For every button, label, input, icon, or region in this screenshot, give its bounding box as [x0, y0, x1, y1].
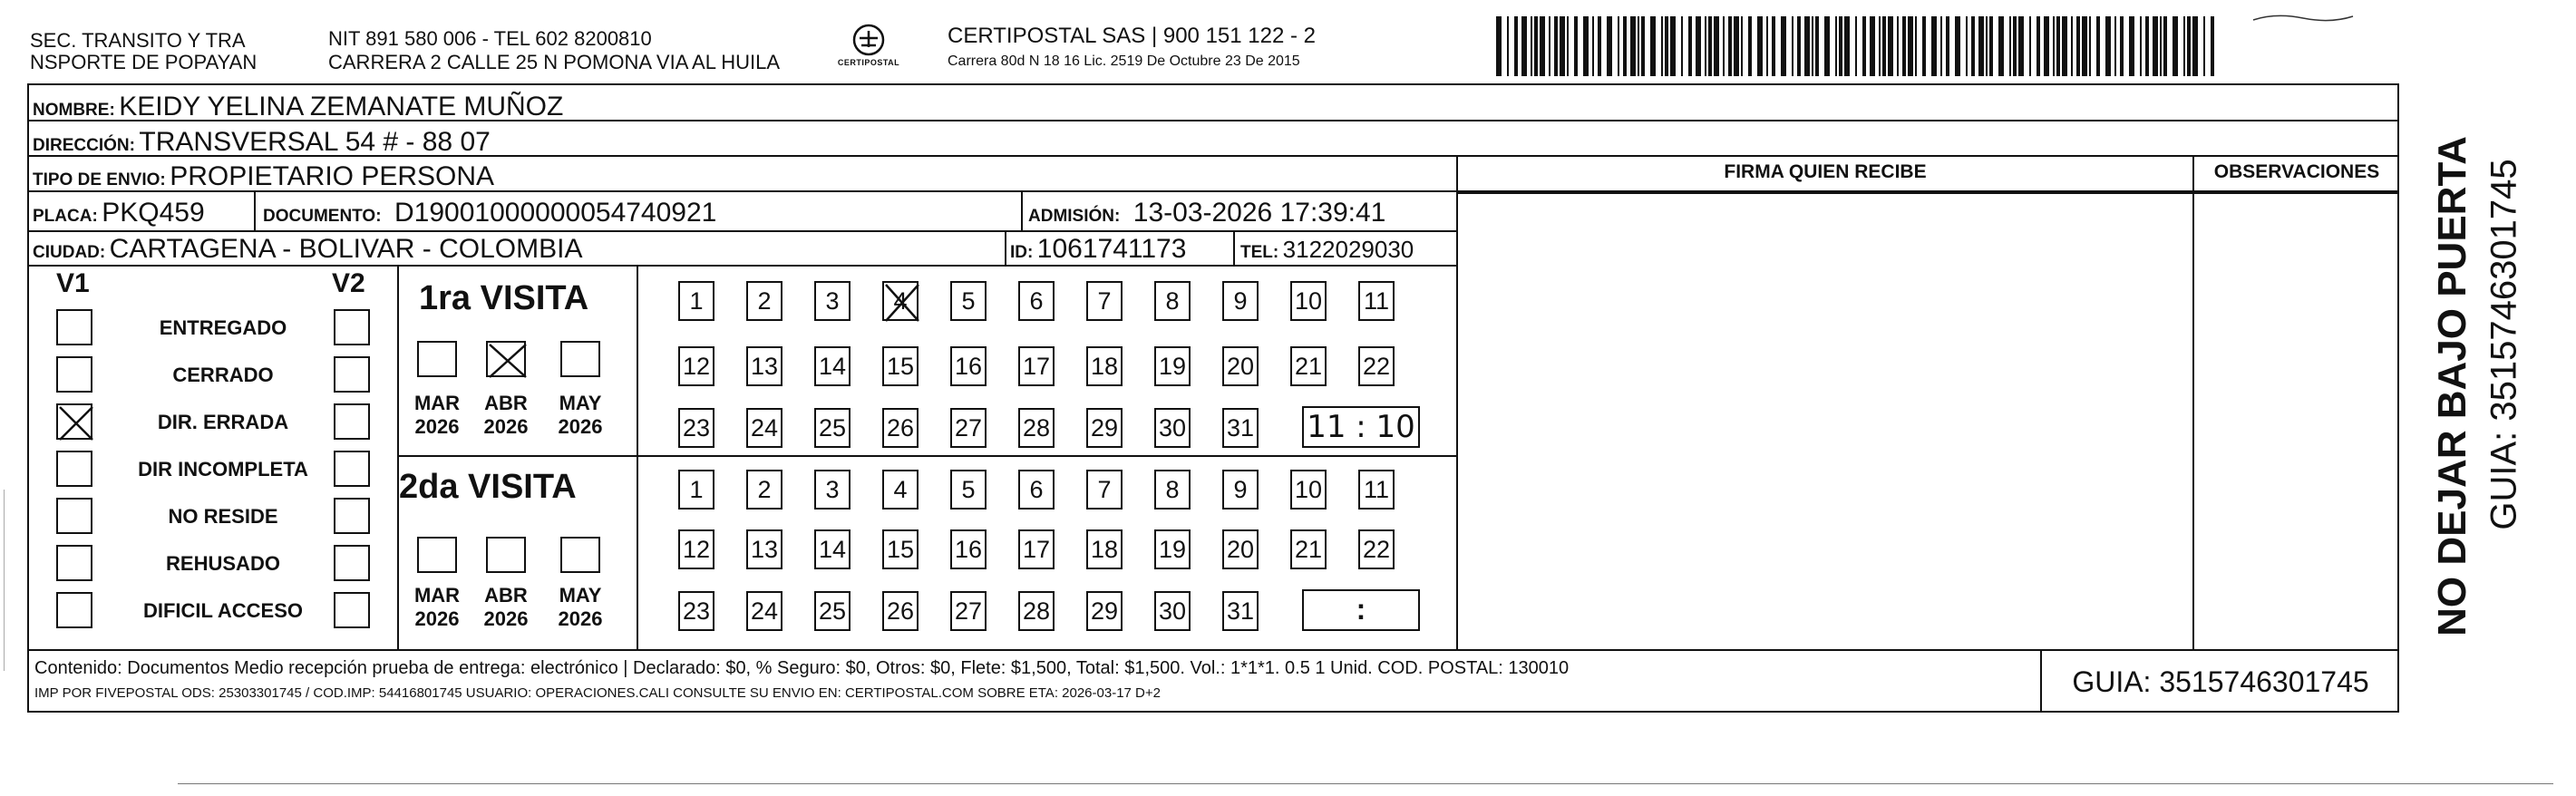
- barcode-bar: [2071, 16, 2073, 76]
- reason-label: NO RESIDE: [168, 505, 278, 528]
- barcode-bar: [1812, 16, 1813, 76]
- documento-label: DOCUMENTO:: [263, 207, 382, 226]
- barcode-bar: [2076, 16, 2080, 76]
- barcode-bar: [1940, 16, 1942, 76]
- barcode-bar: [2140, 16, 2142, 76]
- barcode-bar: [1978, 16, 1984, 76]
- month-label: ABR 2026: [483, 392, 529, 438]
- placa-label: PLACA:: [33, 207, 98, 226]
- day-box[interactable]: 10: [1290, 470, 1327, 510]
- day-box[interactable]: 15: [882, 529, 919, 569]
- company-line-2: Carrera 80d N 18 16 Lic. 2519 De Octubre 23 De 2015: [948, 53, 1300, 69]
- barcode: [1496, 16, 2221, 76]
- admision-field: [1028, 198, 1385, 228]
- second-visit-title: 2da VISITA: [399, 468, 577, 506]
- v1-label: V1: [56, 268, 90, 298]
- barcode-bar: [2192, 16, 2198, 76]
- barcode-bar: [1908, 16, 1913, 76]
- day-box[interactable]: 13: [746, 529, 783, 569]
- x-mark-icon: [882, 281, 922, 325]
- barcode-bar: [1723, 16, 1725, 76]
- barcode-bar: [2120, 16, 2124, 76]
- day-box[interactable]: 25: [814, 408, 851, 448]
- barcode-bar: [1915, 16, 1917, 76]
- day-box[interactable]: 4: [882, 281, 919, 321]
- direccion-field: [33, 127, 491, 158]
- v1-checkbox[interactable]: [56, 592, 92, 628]
- barcode-bar: [1630, 16, 1636, 76]
- barcode-bar: [1902, 16, 1906, 76]
- barcode-bar: [1772, 16, 1775, 76]
- tel-field: [1240, 236, 1414, 264]
- barcode-bar: [1989, 16, 1993, 76]
- day-box[interactable]: 30: [1154, 408, 1191, 448]
- barcode-bar: [1688, 16, 1692, 76]
- day-box[interactable]: 2: [746, 470, 783, 510]
- day-box[interactable]: 13: [746, 346, 783, 386]
- day-box[interactable]: 18: [1086, 346, 1123, 386]
- barcode-bar: [1549, 16, 1550, 76]
- barcode-bar: [1844, 16, 1850, 76]
- barcode-bar: [2013, 16, 2017, 76]
- barcode-bar: [2114, 16, 2116, 76]
- v2-label: V2: [332, 268, 365, 298]
- day-box[interactable]: 19: [1154, 529, 1191, 569]
- v2-checkbox[interactable]: [334, 592, 370, 628]
- reason-label: CERRADO: [172, 364, 274, 386]
- barcode-bar: [2183, 16, 2185, 76]
- day-box[interactable]: 9: [1222, 470, 1259, 510]
- barcode-bar: [1661, 16, 1663, 76]
- documento-value: D19001000000054740921: [394, 198, 717, 228]
- direccion-value: TRANSVERSAL 54 # - 88 07: [139, 127, 491, 157]
- v2-checkbox[interactable]: [334, 451, 370, 487]
- first-visit-title: 1ra VISITA: [419, 279, 589, 317]
- sender-line-2: NSPORTE DE POPAYAN: [30, 51, 258, 73]
- x-mark-icon: [56, 403, 96, 443]
- month-checkbox[interactable]: [417, 537, 457, 573]
- ciudad-value: CARTAGENA - BOLIVAR - COLOMBIA: [109, 234, 583, 264]
- admision-value: 13-03-2026 17:39:41: [1132, 198, 1386, 228]
- barcode-bar: [1514, 16, 1518, 76]
- day-box[interactable]: 21: [1290, 529, 1327, 569]
- barcode-bar: [1757, 16, 1763, 76]
- barcode-bar: [1554, 16, 1558, 76]
- day-box[interactable]: 23: [678, 591, 714, 631]
- barcode-bar: [1815, 16, 1819, 76]
- id-label: ID:: [1010, 243, 1034, 262]
- id-value: 1061741173: [1036, 234, 1187, 264]
- barcode-bar: [1650, 16, 1656, 76]
- barcode-bar: [2096, 16, 2100, 76]
- barcode-bar: [1741, 16, 1743, 76]
- barcode-bar: [2036, 16, 2040, 76]
- barcode-bar: [1641, 16, 1645, 76]
- barcode-bar: [1998, 16, 2004, 76]
- barcode-bar: [1922, 16, 1926, 76]
- day-box[interactable]: 3: [814, 281, 851, 321]
- barcode-bar: [2163, 16, 2167, 76]
- barcode-bar: [1931, 16, 1937, 76]
- day-box[interactable]: 16: [950, 529, 987, 569]
- barcode-bar: [1855, 16, 1857, 76]
- barcode-bar: [1496, 16, 1502, 76]
- barcode-bar: [1696, 16, 1701, 76]
- day-box[interactable]: 24: [746, 591, 783, 631]
- barcode-bar: [2160, 16, 2162, 76]
- barcode-bar: [1792, 16, 1793, 76]
- month-checkbox[interactable]: [560, 537, 600, 573]
- first-visit-time[interactable]: 11 : 10: [1302, 406, 1420, 448]
- direccion-label: DIRECCIÓN:: [33, 136, 135, 155]
- day-box[interactable]: 12: [678, 529, 714, 569]
- barcode-bar: [2211, 16, 2214, 76]
- day-box[interactable]: 14: [814, 346, 851, 386]
- month-label: MAR 2026: [413, 584, 461, 630]
- nombre-label: NOMBRE:: [33, 101, 115, 120]
- v2-checkbox[interactable]: [334, 403, 370, 440]
- month-checkbox[interactable]: [486, 341, 526, 377]
- month-label: MAY 2026: [558, 584, 603, 630]
- day-box[interactable]: 22: [1358, 346, 1395, 386]
- barcode-bar: [2105, 16, 2111, 76]
- day-box[interactable]: 28: [1018, 591, 1055, 631]
- day-box[interactable]: 4: [882, 470, 919, 510]
- reason-label: REHUSADO: [166, 552, 280, 575]
- day-box[interactable]: 17: [1018, 529, 1055, 569]
- month-label: MAR 2026: [413, 392, 461, 438]
- day-box[interactable]: 20: [1222, 346, 1259, 386]
- month-checkbox[interactable]: [417, 341, 457, 377]
- barcode-bar: [2056, 16, 2060, 76]
- tipo-envio-label: TIPO DE ENVIO:: [33, 170, 166, 189]
- day-box[interactable]: 22: [1358, 529, 1395, 569]
- day-box[interactable]: 8: [1154, 281, 1191, 321]
- day-box[interactable]: 27: [950, 408, 987, 448]
- second-visit-time[interactable]: :: [1302, 589, 1420, 631]
- barcode-bar: [1540, 16, 1545, 76]
- day-box[interactable]: 24: [746, 408, 783, 448]
- signature-area[interactable]: [1460, 194, 2191, 647]
- day-box[interactable]: 2: [746, 281, 783, 321]
- barcode-bar: [1638, 16, 1639, 76]
- reason-label: DIFICIL ACCESO: [142, 599, 303, 622]
- guia-box: GUIA: 3515746301745: [2072, 665, 2369, 698]
- barcode-bar: [1521, 16, 1527, 76]
- day-box[interactable]: 6: [1018, 281, 1055, 321]
- day-box[interactable]: 28: [1018, 408, 1055, 448]
- barcode-bar: [1567, 16, 1569, 76]
- day-box[interactable]: 11: [1358, 470, 1395, 510]
- certipostal-logo: [832, 22, 905, 76]
- barcode-bar: [1955, 16, 1960, 76]
- barcode-bar: [1971, 16, 1975, 76]
- ciudad-label: CIUDAD:: [33, 243, 106, 262]
- barcode-bar: [1560, 16, 1565, 76]
- month-label: ABR 2026: [483, 584, 529, 630]
- barcode-bar: [1862, 16, 1866, 76]
- day-box[interactable]: 3: [814, 470, 851, 510]
- barcode-bar: [2018, 16, 2024, 76]
- day-box[interactable]: 9: [1222, 281, 1259, 321]
- month-checkbox[interactable]: [560, 341, 600, 377]
- x-mark-icon: [486, 341, 530, 381]
- company-line-1: CERTIPOSTAL SAS | 900 151 122 - 2: [948, 24, 1316, 48]
- tipo-envio-field: [33, 161, 494, 192]
- day-box[interactable]: 23: [678, 408, 714, 448]
- barcode-bar: [1824, 16, 1830, 76]
- admision-label: ADMISIÓN:: [1028, 207, 1121, 226]
- day-box[interactable]: 19: [1154, 346, 1191, 386]
- barcode-bar: [1766, 16, 1768, 76]
- barcode-bar: [1797, 16, 1801, 76]
- barcode-bar: [1879, 16, 1881, 76]
- day-box[interactable]: 30: [1154, 591, 1191, 631]
- v1-checkbox[interactable]: [56, 451, 92, 487]
- day-box[interactable]: 31: [1222, 591, 1259, 631]
- v2-checkbox[interactable]: [334, 545, 370, 581]
- nit-line-1: NIT 891 580 006 - TEL 602 8200810: [328, 27, 652, 50]
- barcode-bar: [1839, 16, 1842, 76]
- tipo-envio-value: PROPIETARIO PERSONA: [170, 161, 495, 191]
- placa-field: [33, 198, 205, 228]
- barcode-bar: [1705, 16, 1706, 76]
- barcode-bar: [1670, 16, 1676, 76]
- barcode-bar: [1574, 16, 1578, 76]
- documento-field: [263, 198, 716, 228]
- day-box[interactable]: 26: [882, 408, 919, 448]
- barcode-bar: [1592, 16, 1594, 76]
- sender-line-1: SEC. TRANSITO Y TRA: [30, 29, 246, 52]
- barcode-bar: [1531, 16, 1532, 76]
- day-box[interactable]: 1: [678, 470, 714, 510]
- id-field: [1010, 234, 1186, 265]
- day-box[interactable]: 16: [950, 346, 987, 386]
- side-guia: GUIA: 3515746301745: [2484, 159, 2524, 530]
- barcode-bar: [1534, 16, 1538, 76]
- day-box[interactable]: 7: [1086, 470, 1123, 510]
- barcode-bar: [2009, 16, 2011, 76]
- day-box[interactable]: 5: [950, 470, 987, 510]
- footer-line-1: Contenido: Documentos Medio recepción prueba de entrega: electrónico | Declarado: $0, % Seguro: $0, Otros: $0, Flete: $1,500, Total: $1,500. Vol.: 1*1*1. 0.5 1 Unid. COD. POSTAL: 130010: [34, 658, 1570, 678]
- month-label: MAY 2026: [558, 392, 603, 438]
- day-box[interactable]: 27: [950, 591, 987, 631]
- v1-checkbox[interactable]: [56, 498, 92, 534]
- day-box[interactable]: 20: [1222, 529, 1259, 569]
- reason-label: ENTREGADO: [159, 316, 287, 339]
- barcode-bar: [2029, 16, 2031, 76]
- placa-value: PKQ459: [102, 198, 205, 228]
- day-box[interactable]: 8: [1154, 470, 1191, 510]
- barcode-bar: [2145, 16, 2149, 76]
- tel-label: TEL:: [1240, 243, 1279, 262]
- ciudad-field: [33, 234, 582, 265]
- v2-checkbox[interactable]: [334, 309, 370, 345]
- scan-marks: [2249, 9, 2357, 27]
- day-box[interactable]: 29: [1086, 591, 1123, 631]
- barcode-bar: [1665, 16, 1668, 76]
- nombre-value: KEIDY YELINA ZEMANATE MUÑOZ: [119, 92, 564, 121]
- v2-checkbox[interactable]: [334, 356, 370, 393]
- day-box[interactable]: 7: [1086, 281, 1123, 321]
- v1-checkbox[interactable]: [56, 545, 92, 581]
- day-box[interactable]: 29: [1086, 408, 1123, 448]
- barcode-bar: [1598, 16, 1601, 76]
- barcode-bar: [2053, 16, 2055, 76]
- barcode-bar: [1618, 16, 1619, 76]
- day-box[interactable]: 15: [882, 346, 919, 386]
- barcode-bar: [1897, 16, 1899, 76]
- day-box[interactable]: 1: [678, 281, 714, 321]
- barcode-bar: [2089, 16, 2091, 76]
- barcode-bar: [2129, 16, 2134, 76]
- barcode-bar: [1986, 16, 1988, 76]
- v1-checkbox[interactable]: [56, 356, 92, 393]
- day-box[interactable]: 11: [1358, 281, 1395, 321]
- observaciones-label: OBSERVACIONES: [2213, 161, 2380, 182]
- day-box[interactable]: 18: [1086, 529, 1123, 569]
- tel-value: 3122029030: [1282, 236, 1414, 263]
- day-box[interactable]: 6: [1018, 470, 1055, 510]
- nombre-field: [33, 92, 563, 122]
- barcode-bar: [1882, 16, 1886, 76]
- barcode-bar: [2153, 16, 2158, 76]
- barcode-bar: [1734, 16, 1739, 76]
- barcode-bar: [1583, 16, 1589, 76]
- day-box[interactable]: 10: [1290, 281, 1327, 321]
- day-box[interactable]: 31: [1222, 408, 1259, 448]
- nit-line-2: CARRERA 2 CALLE 25 N POMONA VIA AL HUILA: [328, 51, 781, 73]
- reason-label: DIR INCOMPLETA: [138, 458, 308, 481]
- barcode-bar: [1966, 16, 1968, 76]
- barcode-bar: [1781, 16, 1786, 76]
- day-box[interactable]: 12: [678, 346, 714, 386]
- month-checkbox[interactable]: [486, 537, 526, 573]
- barcode-bar: [2203, 16, 2205, 76]
- logo-text: CERTIPOSTAL: [837, 58, 900, 67]
- barcode-bar: [1870, 16, 1875, 76]
- barcode-bar: [1748, 16, 1752, 76]
- day-box[interactable]: 5: [950, 281, 987, 321]
- barcode-bar: [2187, 16, 2191, 76]
- barcode-bar: [1623, 16, 1627, 76]
- no-dejar-bajo-puerta: NO DEJAR BAJO PUERTA: [2430, 136, 2474, 636]
- barcode-bar: [2173, 16, 2178, 76]
- barcode-bar: [1607, 16, 1612, 76]
- reason-label: DIR. ERRADA: [157, 411, 289, 433]
- v1-checkbox[interactable]: [56, 309, 92, 345]
- observaciones-area[interactable]: [2196, 194, 2397, 647]
- day-box[interactable]: 14: [814, 529, 851, 569]
- barcode-bar: [2062, 16, 2067, 76]
- barcode-bar: [1714, 16, 1719, 76]
- barcode-bar: [1507, 16, 1509, 76]
- v2-checkbox[interactable]: [334, 498, 370, 534]
- day-box[interactable]: 26: [882, 591, 919, 631]
- barcode-bar: [1888, 16, 1893, 76]
- day-box[interactable]: 25: [814, 591, 851, 631]
- barcode-bar: [2082, 16, 2087, 76]
- barcode-bar: [1946, 16, 1949, 76]
- barcode-bar: [1681, 16, 1683, 76]
- barcode-bar: [1708, 16, 1712, 76]
- v1-checkbox[interactable]: [56, 403, 92, 440]
- barcode-bar: [1728, 16, 1732, 76]
- barcode-bar: [1835, 16, 1837, 76]
- day-box[interactable]: 17: [1018, 346, 1055, 386]
- firma-label: FIRMA QUIEN RECIBE: [1724, 161, 1927, 182]
- barcode-bar: [2044, 16, 2049, 76]
- barcode-bar: [1804, 16, 1810, 76]
- day-box[interactable]: 21: [1290, 346, 1327, 386]
- footer-line-2: IMP POR FIVEPOSTAL ODS: 25303301745 / COD.IMP: 54416801745 USUARIO: OPERACIONES.CALI CONSULTE SU ENVIO EN: CERTIPOSTAL.COM SOBRE ETA: 2026-03-17 D+2: [34, 685, 1161, 701]
